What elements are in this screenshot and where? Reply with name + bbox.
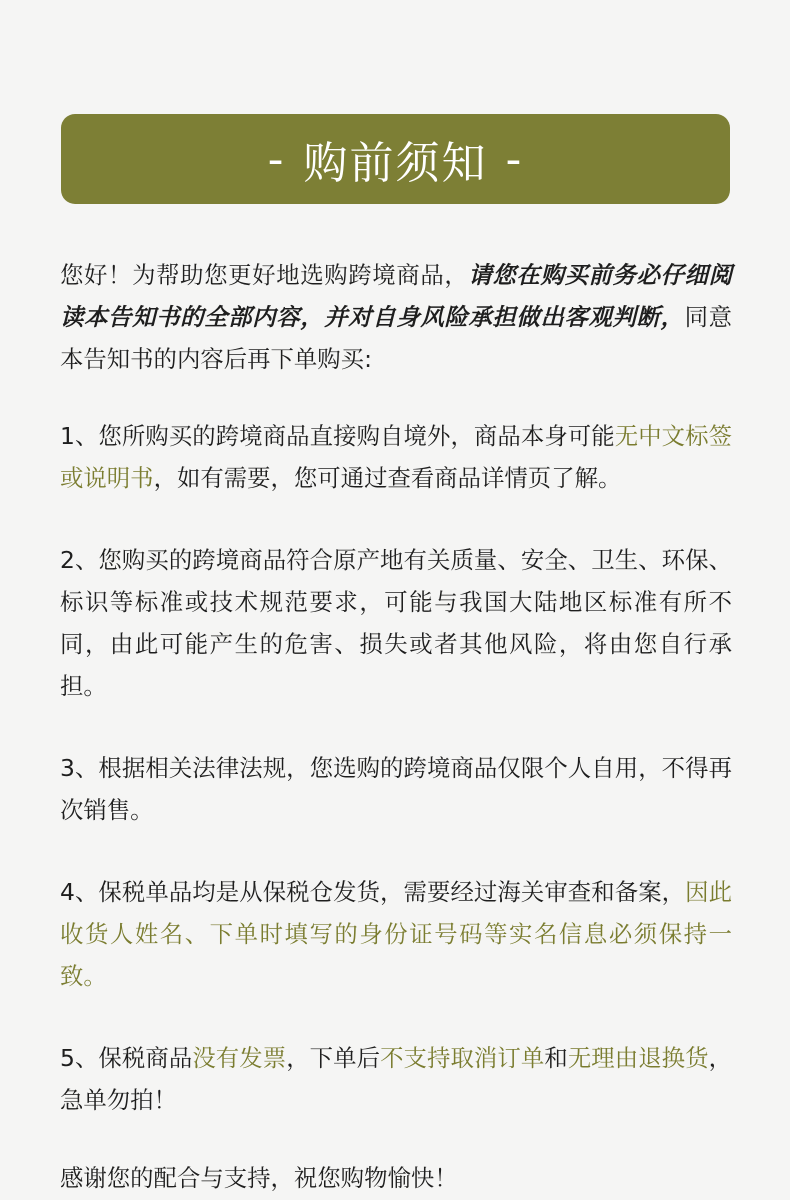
- item-5-text-3: 和: [544, 1044, 568, 1072]
- item-4-text-1: 4、保税单品均是从保税仓发货，需要经过海关审查和备案，: [60, 878, 686, 906]
- item-5-text-2: ，下单后: [286, 1044, 381, 1072]
- item-5-highlight-2: 不支持取消订单: [380, 1044, 545, 1072]
- item-1-text-2: ，如有需要，您可通过查看商品详情页了解。: [153, 464, 622, 492]
- intro-paragraph: [60, 254, 732, 380]
- header-dash-left: -: [267, 133, 286, 185]
- notice-item-2: [60, 539, 732, 707]
- item-2-text: 2、您购买的跨境商品符合原产地有关质量、安全、卫生、环保、标识等标准或技术规范要求，可能与我国大陆地区标准有所不同，由此可能产生的危害、损失或者其他风险，将由您自行承担。: [60, 546, 732, 700]
- item-1-highlight-1: 无中文标签或说明书: [60, 422, 732, 492]
- header-title: 购前须知: [303, 138, 488, 189]
- notice-content: [60, 254, 732, 1199]
- intro-text-1: 您好！为帮助您更好地选购跨境商品，: [60, 261, 469, 289]
- notice-item-5: [60, 1037, 732, 1121]
- item-1-text-1: 1、您所购买的跨境商品直接购自境外，商品本身可能: [60, 422, 615, 450]
- header-dash-right: -: [505, 133, 524, 185]
- intro-text-2: 同意本告知书的内容后再下单购买:: [60, 303, 733, 373]
- item-3-text: 3、根据相关法律法规，您选购的跨境商品仅限个人自用，不得再次销售。: [60, 754, 732, 824]
- intro-emphasis: 请您在购买前务必仔细阅读本告知书的全部内容，并对自身风险承担做出客观判断，: [60, 261, 733, 331]
- item-4-highlight-1: 因此收货人姓名、下单时填写的身份证号码等实名信息必须保持一致。: [60, 878, 732, 990]
- notice-item-1: [60, 415, 732, 499]
- item-5-highlight-3: 无理由退换货: [567, 1044, 709, 1072]
- notice-item-3: [60, 747, 732, 831]
- closing-message: 感谢您的配合与支持，祝您购物愉快！: [60, 1164, 458, 1192]
- notice-header-banner: [61, 114, 730, 204]
- item-5-text-4: ，急单勿拍！: [60, 1044, 733, 1114]
- notice-item-4: [60, 871, 732, 997]
- item-5-text-1: 5、保税商品: [60, 1044, 193, 1072]
- item-5-highlight-1: 没有发票: [192, 1044, 287, 1072]
